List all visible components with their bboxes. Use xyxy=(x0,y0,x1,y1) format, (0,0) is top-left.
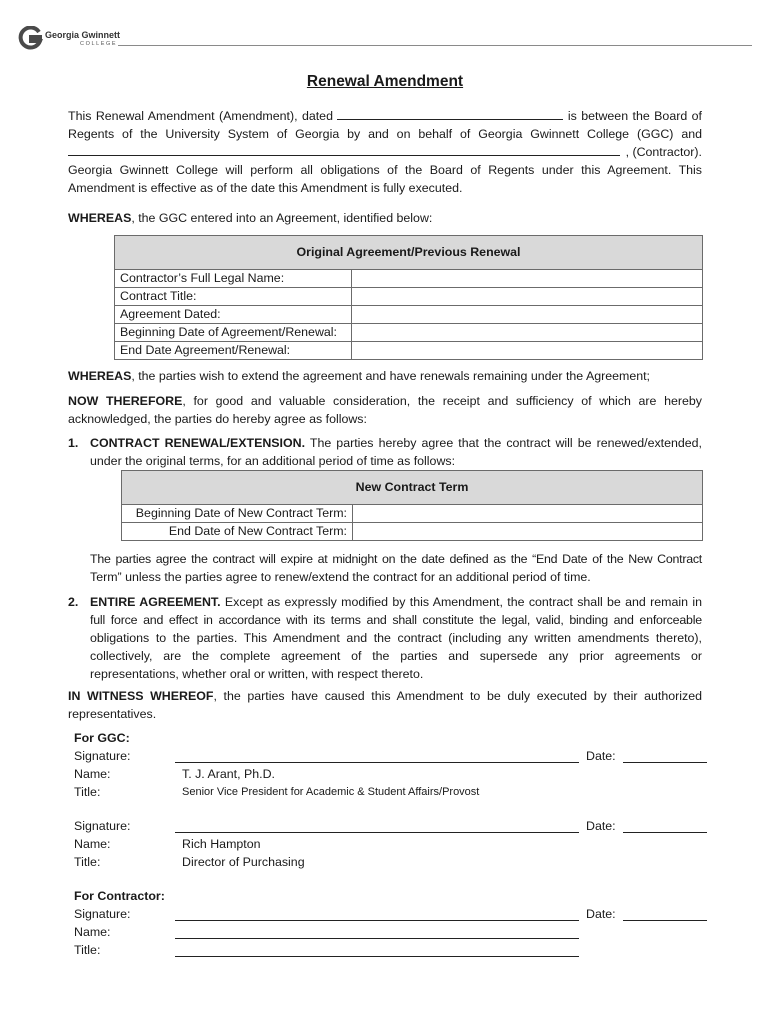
beginning-date-cell[interactable] xyxy=(352,324,703,342)
section-1-text-1: The parties hereby agree that the contract will be renewed/extended, xyxy=(309,436,702,450)
ggc-signature-line-1[interactable] xyxy=(175,762,579,763)
intro-line-3 xyxy=(68,143,702,161)
table-row xyxy=(115,270,703,288)
header-rule xyxy=(118,45,752,46)
ggc-signature-line-2[interactable] xyxy=(175,832,579,833)
table-row xyxy=(115,324,703,342)
signature-label: Signature: xyxy=(74,819,131,833)
witness-text-1: , the parties have caused this Amendment to be duly executed by their authorized xyxy=(213,689,702,703)
section-1-after-line-1: The parties agree the contract will expire at midnight on the date defined as the “End Date of the New Contract xyxy=(90,552,702,566)
witness-bold: IN WITNESS WHEREOF xyxy=(68,689,214,703)
table-label: Contract Title: xyxy=(115,288,352,306)
whereas-2-text: , the parties wish to extend the agreement and have renewals remaining under the Agreement; xyxy=(131,369,651,383)
ggc-signer-2-name: Rich Hampton xyxy=(182,837,261,851)
table-label: End Date of New Contract Term: xyxy=(122,523,353,541)
table-row xyxy=(115,342,703,360)
for-contractor-text: For Contractor: xyxy=(74,889,165,903)
intro-paragraph xyxy=(68,107,702,197)
title-label: Title: xyxy=(74,785,101,799)
table-row xyxy=(115,306,703,324)
witness-line-1 xyxy=(68,687,702,705)
signature-label: Signature: xyxy=(74,907,131,921)
title-label: Title: xyxy=(74,943,101,957)
contractor-name-cell[interactable] xyxy=(352,270,703,288)
original-agreement-header: Original Agreement/Previous Renewal xyxy=(115,236,703,270)
new-contract-term-table xyxy=(121,470,703,541)
now-therefore-line-1 xyxy=(68,392,702,410)
logo-subtitle: COLLEGE xyxy=(80,41,118,47)
intro-text-1b: is between the Board of xyxy=(567,109,702,123)
intro-line-5: Amendment is effective as of the date this Amendment is fully executed. xyxy=(68,181,463,195)
contract-title-cell[interactable] xyxy=(352,288,703,306)
for-ggc-text: For GGC: xyxy=(74,731,130,745)
name-label: Name: xyxy=(74,837,111,851)
section-2-line-5: representations, whether oral or written, with respect thereto. xyxy=(90,667,424,681)
section-1-line-1 xyxy=(90,434,702,452)
table-label: End Date Agreement/Renewal: xyxy=(115,342,352,360)
section-2-line-4: collectively, are the complete agreement of the parties and supersede any prior agreements or xyxy=(90,649,702,663)
intro-line-4: Georgia Gwinnett College will perform all obligations of the Board of Regents under this Agreement. This xyxy=(68,163,702,177)
section-2-paragraph xyxy=(90,593,702,683)
new-contract-term-header: New Contract Term xyxy=(122,471,703,505)
intro-text-3b: , (Contractor). xyxy=(625,145,702,159)
section-2-line-3: obligations to the parties. This Amendment and the contract (including any written amendments thereto), xyxy=(90,631,702,645)
ggc-signer-2-title: Director of Purchasing xyxy=(182,855,305,869)
section-2-number xyxy=(68,593,78,611)
table-label: Beginning Date of New Contract Term: xyxy=(122,505,353,523)
whereas-1-text: , the GGC entered into an Agreement, identified below: xyxy=(131,211,433,225)
table-label: Beginning Date of Agreement/Renewal: xyxy=(115,324,352,342)
section-1-number xyxy=(68,434,78,452)
section-1-after-paragraph xyxy=(90,550,702,586)
intro-line-2: Regents of the University System of Georgia by and on behalf of Georgia Gwinnett College (GGC) and xyxy=(68,127,702,141)
for-ggc-label xyxy=(74,729,130,747)
section-2-num: 2. xyxy=(68,595,79,609)
witness-line-2: representatives. xyxy=(68,707,157,721)
section-2-text-1: Except as expressly modified by this Amendment, the contract shall be and remain in xyxy=(224,595,703,609)
agreement-dated-cell[interactable] xyxy=(352,306,703,324)
whereas-2 xyxy=(68,367,702,385)
title-label: Title: xyxy=(74,855,101,869)
new-beginning-date-cell[interactable] xyxy=(353,505,703,523)
now-therefore-bold: NOW THEREFORE xyxy=(68,394,183,408)
now-therefore-line-2: acknowledged, the parties do hereby agree as follows: xyxy=(68,412,367,426)
signature-label: Signature: xyxy=(74,749,131,763)
name-label: Name: xyxy=(74,767,111,781)
end-date-cell[interactable] xyxy=(352,342,703,360)
original-agreement-table xyxy=(114,235,703,360)
contractor-name-line[interactable] xyxy=(175,938,579,939)
college-logo xyxy=(18,26,128,52)
intro-text-1a: This Renewal Amendment (Amendment), dated xyxy=(68,109,333,123)
whereas-1 xyxy=(68,209,702,227)
table-label: Agreement Dated: xyxy=(115,306,352,324)
document-title: Renewal Amendment xyxy=(306,73,464,90)
intro-line-1 xyxy=(68,107,702,125)
section-1-num: 1. xyxy=(68,436,79,450)
for-contractor-label xyxy=(74,887,165,905)
table-row xyxy=(122,523,703,541)
table-row xyxy=(115,288,703,306)
name-label: Name: xyxy=(74,925,111,939)
section-1-heading: CONTRACT RENEWAL/EXTENSION. xyxy=(90,436,306,450)
contractor-date-line[interactable] xyxy=(623,920,707,921)
dated-blank[interactable] xyxy=(337,107,563,120)
contractor-signature-line[interactable] xyxy=(175,920,579,921)
date-label: Date: xyxy=(586,749,616,763)
whereas-1-bold: WHEREAS xyxy=(68,211,132,225)
new-end-date-cell[interactable] xyxy=(353,523,703,541)
section-1-after-line-2: Term” unless the parties agree to renew/extend the contract for an additional period of time. xyxy=(90,570,591,584)
date-label: Date: xyxy=(586,819,616,833)
ggc-date-line-2[interactable] xyxy=(623,832,707,833)
section-1-paragraph xyxy=(90,434,702,470)
now-therefore-text-1: , for good and valuable consideration, the receipt and sufficiency of which are hereby xyxy=(182,394,703,408)
ggc-signer-1-title: Senior Vice President for Academic & Student Affairs/Provost xyxy=(182,786,480,798)
table-label: Contractor’s Full Legal Name: xyxy=(115,270,352,288)
contractor-blank[interactable] xyxy=(68,143,620,156)
section-2-line-2: full force and effect in accordance with its terms and shall constitute the legal, valid, binding and enforceable xyxy=(90,613,702,627)
section-2-line-1 xyxy=(90,593,702,611)
witness-paragraph xyxy=(68,687,702,723)
section-1-line-2: under the original terms, for an additional period of time as follows: xyxy=(90,454,456,468)
date-label: Date: xyxy=(586,907,616,921)
contractor-title-line[interactable] xyxy=(175,956,579,957)
section-2-heading: ENTIRE AGREEMENT. xyxy=(90,595,221,609)
signature-block xyxy=(74,729,714,969)
ggc-date-line-1[interactable] xyxy=(623,762,707,763)
table-row xyxy=(122,505,703,523)
whereas-2-bold: WHEREAS xyxy=(68,369,132,383)
now-therefore-paragraph xyxy=(68,392,702,428)
logo-name: Georgia Gwinnett xyxy=(45,30,121,40)
ggc-g-icon xyxy=(18,26,44,50)
ggc-signer-1-name: T. J. Arant, Ph.D. xyxy=(182,767,275,781)
